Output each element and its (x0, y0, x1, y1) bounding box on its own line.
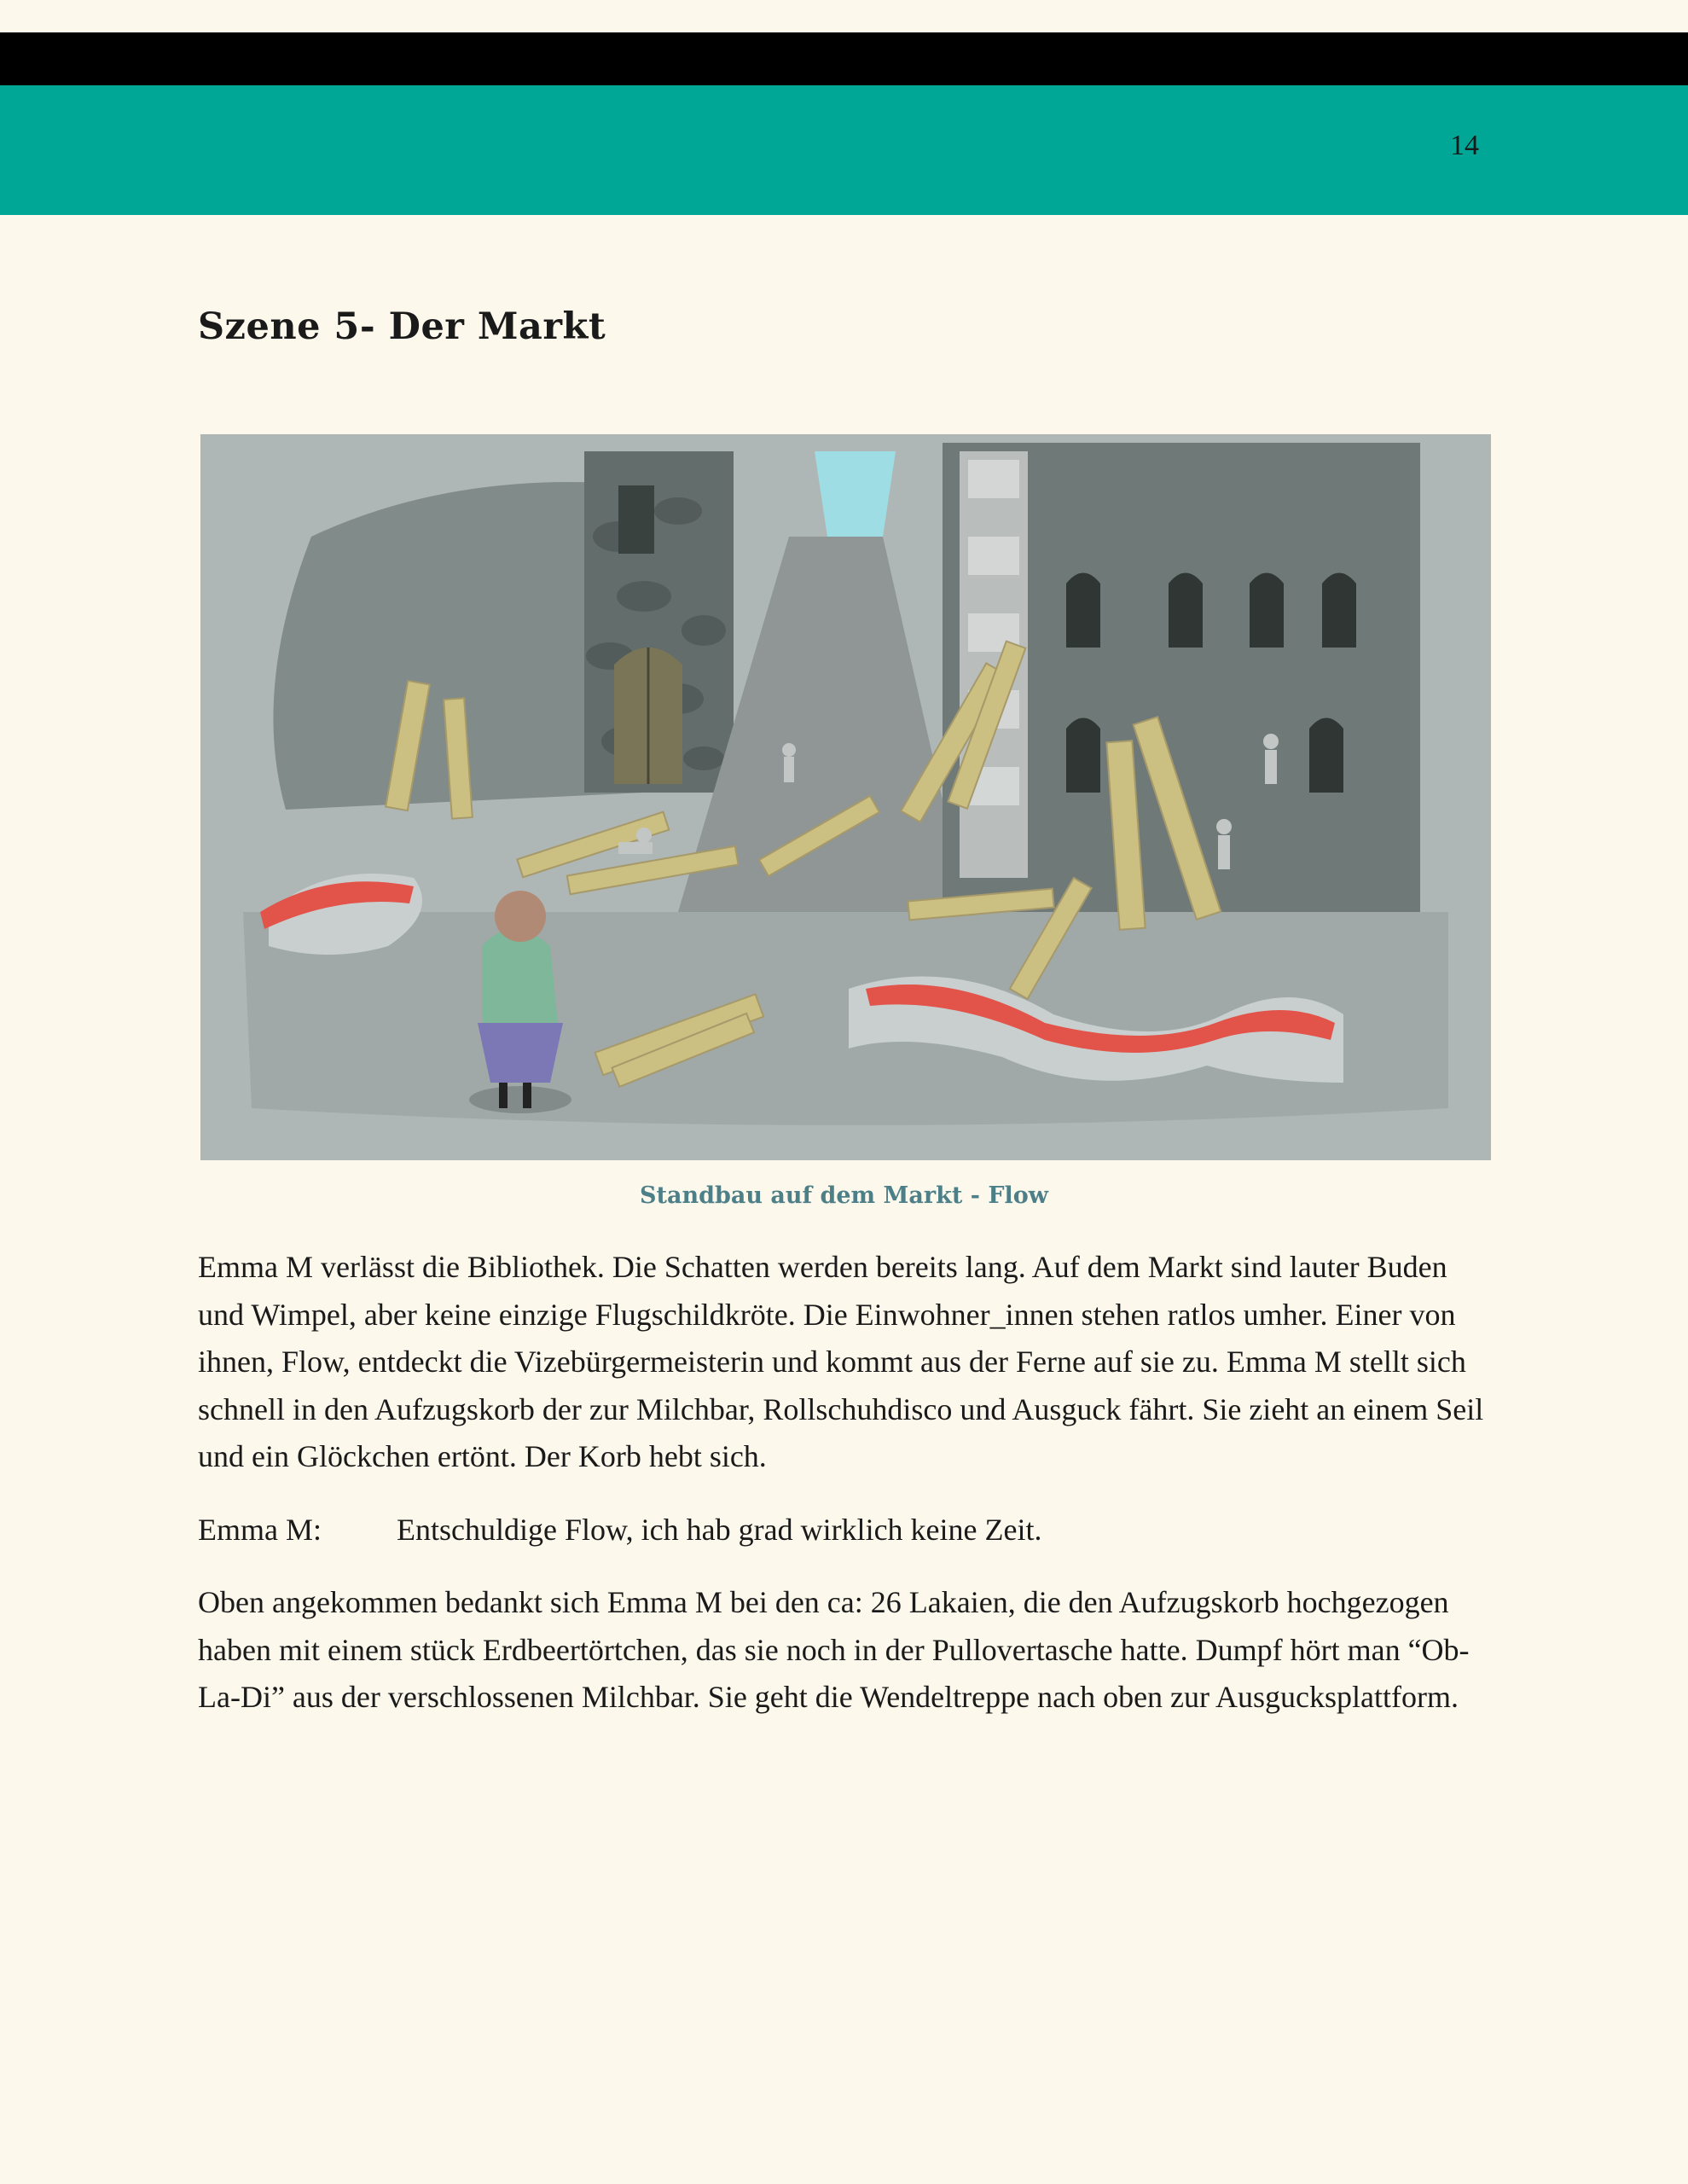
page-number: 14 (1450, 130, 1479, 161)
top-black-bar (0, 32, 1688, 85)
body-text (198, 1244, 1494, 1747)
dialog-speaker: Emma M: (198, 1512, 322, 1547)
header-band (0, 85, 1688, 215)
dialog-text: Entschuldige Flow, ich hab grad wirklich keine Zeit. (397, 1512, 1042, 1547)
figure-caption: Standbau auf dem Markt - Flow (639, 1182, 1048, 1209)
paragraph-intro: Emma M verlässt die Bibliothek. Die Schatten werden bereits lang. Auf dem Markt sind lauter Buden und Wimpel, aber keine einzige Flugschildkröte. Die Einwohner_innen stehen ratlos umher. Einer von ihnen, Flow, entdeckt die Vizebürgermeisterin und kommt aus der Ferne auf sie zu. Emma M stellt sich schnell in den Aufzugskorb der zur Milchbar, Rollschuhdisco und Ausguck fährt. Sie zieht an einem Seil und ein Glöckchen ertönt. Der Korb hebt sich. (198, 1250, 1484, 1473)
dialog-line (198, 1507, 1494, 1554)
market-scene-drawing (200, 434, 1491, 1160)
paragraph-outro: Oben angekommen bedankt sich Emma M bei den ca: 26 Lakaien, die den Aufzugskorb hochgezogen haben mit einem stück Erdbeertörtchen, das sie noch in der Pullovertasche hatte. Dumpf hört man “Ob-La-Di” aus der verschlossenen Milchbar. Sie geht die Wendeltreppe nach oben zur Ausgucksplattform. (198, 1585, 1470, 1714)
scene-title: Szene 5- Der Markt (198, 305, 606, 348)
market-illustration (200, 434, 1491, 1160)
